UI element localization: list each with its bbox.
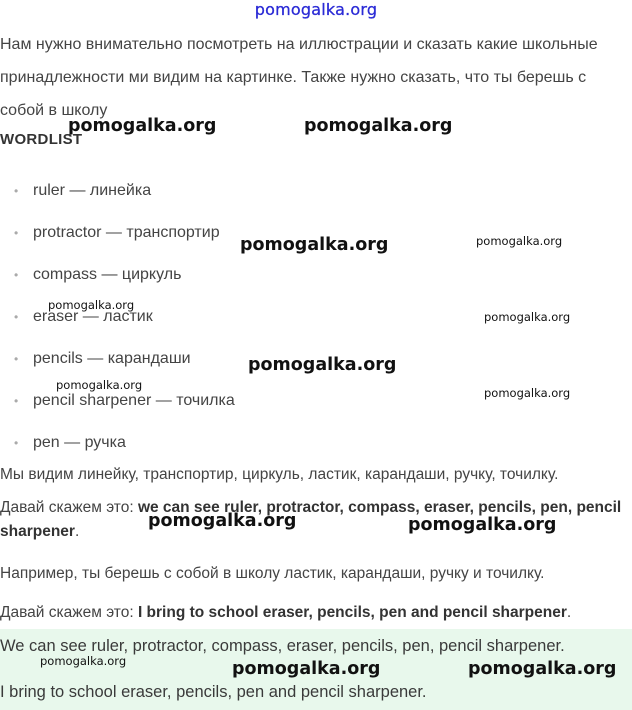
word-entry: compass — циркуль [33,266,182,283]
watermark: pomogalka.org [40,654,127,668]
say-prefix: Давай скажем это: [0,604,138,621]
word-entry: protractor — транспортир [33,224,220,241]
bullet-icon: • [14,310,19,324]
period: . [74,523,80,540]
wordlist-heading: WORDLIST [0,131,83,148]
bullet-icon: • [14,226,19,240]
say-paragraph-2 [0,602,630,624]
watermark: pomogalka.org [304,116,453,136]
watermark: pomogalka.org [468,659,617,679]
see-paragraph: Мы видим линейку, транспортир, циркуль, ластик, карандаши, ручку, точилку. [0,466,559,483]
word-entry: pencil sharpener — точилка [33,392,235,409]
bullet-icon: • [14,352,19,366]
say-prefix: Давай скажем это: [0,499,138,516]
list-item [14,212,235,254]
answer-line-1: We can see ruler, protractor, compass, eraser, pencils, pen, pencil sharpener. [0,637,565,655]
list-item [14,170,235,212]
word-entry: pen — ручка [33,434,126,451]
watermark: pomogalka.org [408,515,557,535]
bullet-icon: • [14,268,19,282]
intro-paragraph: Нам нужно внимательно посмотреть на иллюстрации и сказать какие школьные принадлежности ми видим на картинке. Также нужно сказать, что ты берешь с собой в школу [0,36,598,119]
bring-paragraph: Например, ты берешь с собой в школу ластик, карандаши, ручку и точилку. [0,565,545,582]
watermark: pomogalka.org [148,511,297,531]
bullet-icon: • [14,394,19,408]
say-english: I bring to school eraser, pencils, pen and pencil sharpener [137,604,567,621]
watermark: pomogalka.org [484,310,571,324]
watermark: pomogalka.org [68,116,217,136]
site-logo[interactable]: pomogalka.org [254,0,378,19]
bullet-icon: • [14,436,19,450]
watermark: pomogalka.org [476,234,563,248]
list-item [14,254,235,296]
bullet-icon: • [14,184,19,198]
word-entry: ruler — линейка [33,182,152,199]
wordlist [14,170,235,464]
list-item [14,422,235,464]
watermark: pomogalka.org [248,355,397,375]
list-item [14,338,235,380]
period: . [566,604,572,621]
word-entry: pencils — карандаши [33,350,191,367]
answer-line-2: I bring to school eraser, pencils, pen and pencil sharpener. [0,683,427,701]
watermark: pomogalka.org [484,386,571,400]
watermark: pomogalka.org [232,659,381,679]
watermark: pomogalka.org [48,298,135,312]
say-english: we can see ruler, protractor, compass, eraser, pencils, pen, pencil sharpener [0,499,622,540]
watermark: pomogalka.org [56,378,143,392]
word-entry: eraser — ластик [33,308,153,325]
watermark: pomogalka.org [240,235,389,255]
